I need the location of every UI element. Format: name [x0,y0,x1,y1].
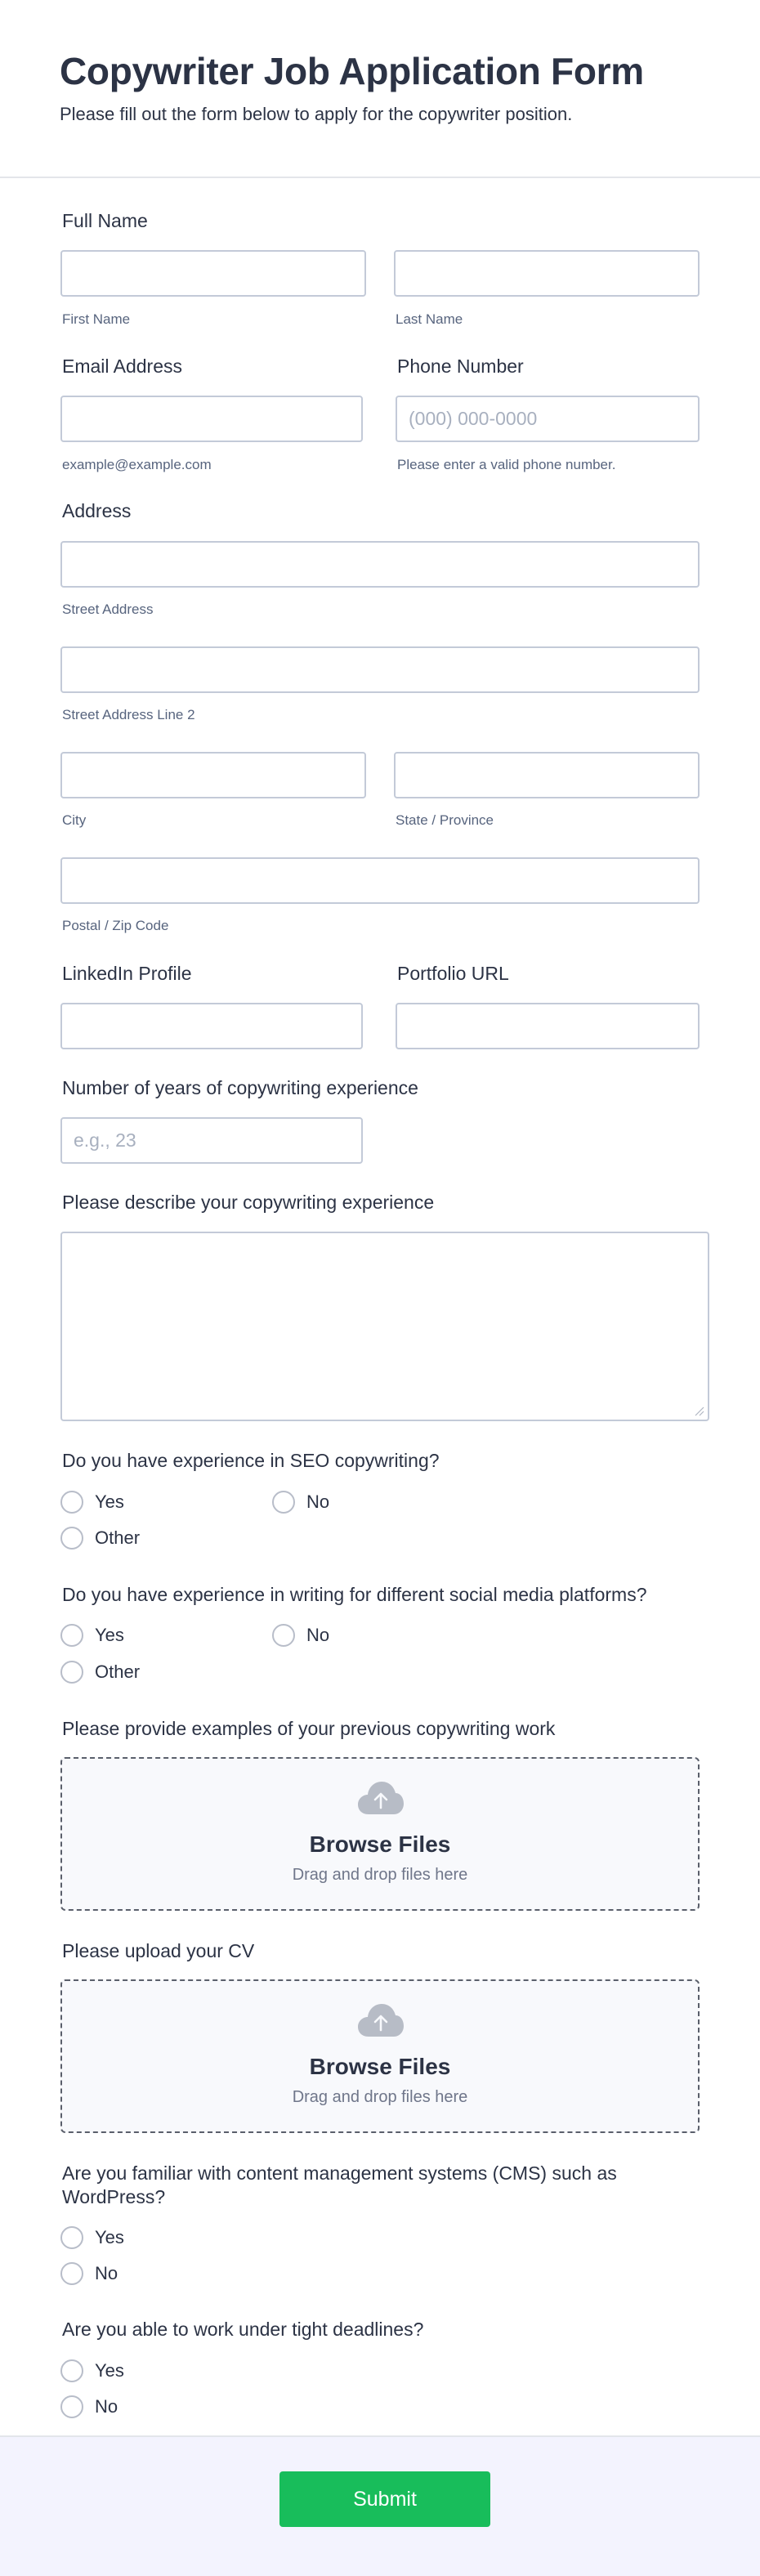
social-option-no-label: No [306,1625,330,1645]
full-name-label: Full Name [62,210,148,231]
drag-drop-hint: Drag and drop files here [292,1866,468,1884]
seo-option-yes[interactable] [60,1489,124,1515]
form-footer [0,2435,760,2576]
cms-option-yes[interactable] [60,2225,124,2251]
social-option-yes[interactable] [60,1622,124,1648]
years-experience-label: Number of years of copywriting experience [62,1077,418,1098]
deadlines-option-no[interactable] [60,2394,118,2420]
last-name-input[interactable] [394,250,700,297]
state-sublabel: State / Province [396,812,494,828]
social-media-question-label: Do you have experience in writing for different social media platforms? [62,1584,647,1605]
city-sublabel: City [62,812,87,828]
portfolio-label: Portfolio URL [397,963,509,984]
first-name-sublabel: First Name [62,311,131,327]
radio-circle-icon[interactable] [60,1527,83,1550]
seo-option-other[interactable] [60,1525,140,1551]
social-option-other-label: Other [95,1661,141,1682]
social-option-yes-label: Yes [95,1625,124,1645]
work-examples-label: Please provide examples of your previous copywriting work [62,1718,556,1739]
cv-upload[interactable] [60,1979,700,2133]
email-input[interactable] [60,396,363,442]
phone-input[interactable] [396,396,700,442]
social-option-other[interactable] [60,1659,140,1685]
deadlines-question-label: Are you able to work under tight deadlines? [62,2319,424,2340]
form-title: Copywriter Job Application Form [60,50,644,92]
zip-input[interactable] [60,857,700,904]
email-sublabel: example@example.com [62,457,212,472]
radio-circle-icon[interactable] [60,2395,83,2418]
cv-upload-label: Please upload your CV [62,1940,255,1961]
form-header [0,0,760,178]
cms-question-label-line2: WordPress? [62,2186,166,2207]
radio-circle-icon[interactable] [60,2262,83,2285]
deadlines-option-no-label: No [95,2396,118,2417]
first-name-input[interactable] [60,250,366,297]
deadlines-option-yes-label: Yes [95,2360,124,2381]
resize-grip-icon[interactable] [693,1405,704,1416]
form-subtitle: Please fill out the form below to apply for the copywriter position. [60,104,573,124]
state-input[interactable] [394,752,700,798]
linkedin-input[interactable] [60,1003,363,1049]
cms-question-label-line1: Are you familiar with content management systems (CMS) such as [62,2162,617,2184]
browse-files-title[interactable]: Browse Files [309,2054,451,2079]
deadlines-option-yes[interactable] [60,2358,124,2384]
experience-description-textarea[interactable] [60,1232,709,1421]
zip-sublabel: Postal / Zip Code [62,918,169,933]
radio-circle-icon[interactable] [60,1491,83,1514]
cloud-upload-icon [357,1780,405,1816]
radio-circle-icon[interactable] [60,2359,83,2382]
city-input[interactable] [60,752,366,798]
cms-option-no[interactable] [60,2261,118,2287]
seo-option-other-label: Other [95,1527,141,1548]
drag-drop-hint: Drag and drop files here [292,2088,468,2106]
work-examples-upload[interactable] [60,1757,700,1911]
seo-option-no[interactable] [272,1489,329,1515]
experience-description-label: Please describe your copywriting experience [62,1192,435,1213]
browse-files-title[interactable]: Browse Files [309,1831,451,1857]
seo-question-label: Do you have experience in SEO copywriting? [62,1450,440,1471]
radio-circle-icon[interactable] [60,1624,83,1647]
phone-sublabel: Please enter a valid phone number. [397,457,616,472]
cloud-upload-icon [357,2002,405,2038]
street-address-sublabel: Street Address [62,602,154,617]
radio-circle-icon[interactable] [272,1491,295,1514]
cms-option-no-label: No [95,2263,118,2283]
address-label: Address [62,500,132,521]
street-address-line2-input[interactable] [60,646,700,693]
email-label: Email Address [62,356,183,377]
years-experience-input[interactable] [60,1117,363,1164]
radio-circle-icon[interactable] [60,2226,83,2249]
cms-option-yes-label: Yes [95,2227,124,2247]
social-option-no[interactable] [272,1622,329,1648]
street-address-line2-sublabel: Street Address Line 2 [62,707,195,722]
submit-button[interactable]: Submit [279,2471,490,2527]
linkedin-label: LinkedIn Profile [62,963,192,984]
seo-option-no-label: No [306,1491,330,1512]
radio-circle-icon[interactable] [272,1624,295,1647]
street-address-input[interactable] [60,541,700,588]
radio-circle-icon[interactable] [60,1661,83,1684]
seo-option-yes-label: Yes [95,1491,124,1512]
phone-label: Phone Number [397,356,524,377]
portfolio-input[interactable] [396,1003,700,1049]
last-name-sublabel: Last Name [396,311,463,327]
